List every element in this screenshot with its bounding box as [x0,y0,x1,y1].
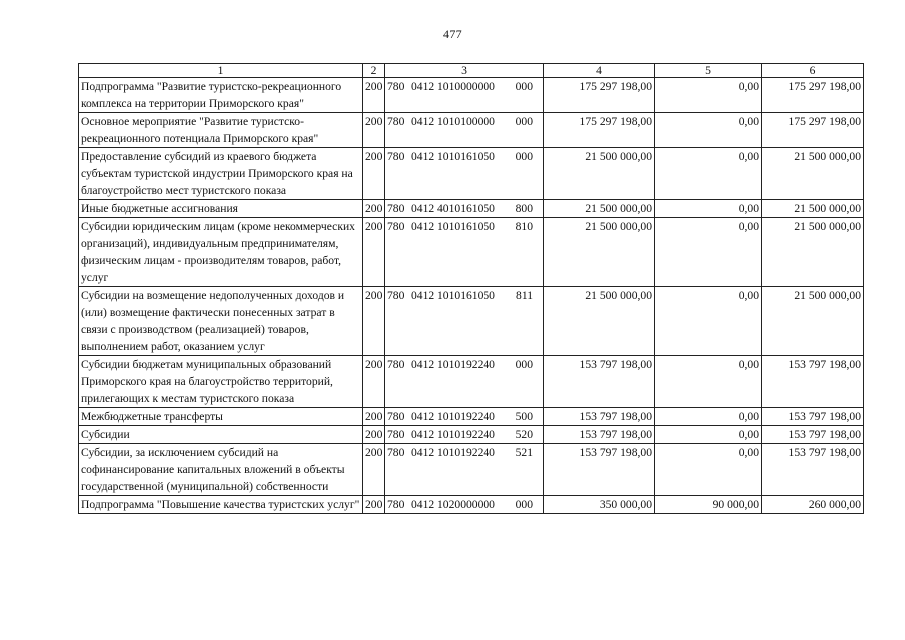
table-row [79,113,864,148]
code-section: 0412 [411,428,435,441]
row-col5: 90 000,00 [655,496,762,514]
code-type: 810 [515,220,533,233]
row-code [385,444,544,496]
row-col5: 0,00 [655,78,762,113]
header-col-1: 1 [79,64,363,78]
page-number: 477 [443,27,462,41]
row-col4: 175 297 198,00 [544,113,655,148]
row-grbs: 200 [363,148,385,200]
row-name: Подпрограмма "Повышение качества туристских услуг" [79,496,363,514]
code-section: 0412 [411,410,435,423]
row-col6: 153 797 198,00 [762,356,864,408]
row-code [385,218,544,287]
code-type: 000 [515,358,533,371]
code-target: 1010192240 [437,410,495,423]
row-name: Субсидии [79,426,363,444]
row-col4: 350 000,00 [544,496,655,514]
row-col6: 21 500 000,00 [762,287,864,356]
code-ved: 780 [387,80,405,93]
table-row [79,444,864,496]
code-type: 000 [515,498,533,511]
row-col6: 21 500 000,00 [762,148,864,200]
code-target: 1010192240 [437,358,495,371]
row-name: Межбюджетные трансферты [79,408,363,426]
code-target: 1010161050 [437,289,495,302]
row-code [385,78,544,113]
code-type: 521 [515,446,533,459]
code-type: 000 [515,150,533,163]
row-code [385,356,544,408]
code-target: 4010161050 [437,202,495,215]
row-grbs: 200 [363,113,385,148]
row-grbs: 200 [363,444,385,496]
row-name: Основное мероприятие "Развитие туристско-рекреационного потенциала Приморского края" [79,113,363,148]
code-type: 811 [516,289,533,302]
code-ved: 780 [387,498,405,511]
table-row [79,78,864,113]
row-col6: 153 797 198,00 [762,444,864,496]
row-col5: 0,00 [655,287,762,356]
table-row [79,287,864,356]
row-col4: 153 797 198,00 [544,408,655,426]
row-code [385,287,544,356]
row-grbs: 200 [363,287,385,356]
row-code [385,426,544,444]
code-target: 1010192240 [437,446,495,459]
row-col4: 153 797 198,00 [544,356,655,408]
row-col5: 0,00 [655,113,762,148]
header-col-3: 3 [385,64,544,78]
row-name: Субсидии на возмещение недополученных доходов и (или) возмещение фактически понесенных затрат в связи с производством (реализацией) товаров, выполнением работ, оказанием услуг [79,287,363,356]
code-type: 520 [515,428,533,441]
code-section: 0412 [411,446,435,459]
header-row [79,64,864,78]
row-code [385,113,544,148]
row-col5: 0,00 [655,218,762,287]
row-code [385,200,544,218]
row-grbs: 200 [363,78,385,113]
code-ved: 780 [387,220,405,233]
code-section: 0412 [411,115,435,128]
row-col4: 153 797 198,00 [544,444,655,496]
code-ved: 780 [387,115,405,128]
row-code [385,496,544,514]
table-row [79,218,864,287]
header-col-2: 2 [363,64,385,78]
code-target: 1010000000 [437,80,495,93]
code-ved: 780 [387,428,405,441]
row-col5: 0,00 [655,444,762,496]
code-type: 500 [515,410,533,423]
row-col6: 21 500 000,00 [762,218,864,287]
table-row [79,200,864,218]
table-row [79,356,864,408]
row-grbs: 200 [363,200,385,218]
row-col4: 21 500 000,00 [544,218,655,287]
code-type: 000 [515,80,533,93]
row-col6: 260 000,00 [762,496,864,514]
code-section: 0412 [411,80,435,93]
code-target: 1010192240 [437,428,495,441]
code-type: 800 [515,202,533,215]
budget-table [78,63,864,514]
code-section: 0412 [411,202,435,215]
row-name: Субсидии бюджетам муниципальных образований Приморского края на благоустройство территорий, прилегающих к местам туристского показа [79,356,363,408]
row-name: Предоставление субсидий из краевого бюджета субъектам туристской индустрии Приморского края на благоустройство мест туристского показа [79,148,363,200]
row-col4: 21 500 000,00 [544,148,655,200]
row-col4: 153 797 198,00 [544,426,655,444]
code-section: 0412 [411,220,435,233]
table-row [79,408,864,426]
code-section: 0412 [411,358,435,371]
table-row [79,426,864,444]
row-col6: 175 297 198,00 [762,113,864,148]
row-col6: 175 297 198,00 [762,78,864,113]
row-col5: 0,00 [655,200,762,218]
row-col5: 0,00 [655,356,762,408]
row-col4: 175 297 198,00 [544,78,655,113]
code-ved: 780 [387,150,405,163]
code-target: 1010100000 [437,115,495,128]
row-col6: 153 797 198,00 [762,408,864,426]
row-code [385,148,544,200]
code-target: 1020000000 [437,498,495,511]
row-col5: 0,00 [655,408,762,426]
code-section: 0412 [411,150,435,163]
row-name: Субсидии, за исключением субсидий на софинансирование капитальных вложений в объекты государственной (муниципальной) собственности [79,444,363,496]
row-grbs: 200 [363,426,385,444]
row-col5: 0,00 [655,426,762,444]
row-col4: 21 500 000,00 [544,200,655,218]
code-target: 1010161050 [437,150,495,163]
header-col-5: 5 [655,64,762,78]
row-grbs: 200 [363,496,385,514]
row-name: Подпрограмма "Развитие туристско-рекреационного комплекса на территории Приморского края" [79,78,363,113]
code-ved: 780 [387,410,405,423]
row-col4: 21 500 000,00 [544,287,655,356]
code-ved: 780 [387,202,405,215]
row-grbs: 200 [363,408,385,426]
row-grbs: 200 [363,356,385,408]
row-code [385,408,544,426]
row-col5: 0,00 [655,148,762,200]
row-name: Субсидии юридическим лицам (кроме некоммерческих организаций), индивидуальным предпринимателям, физическим лицам - производителям товаров, работ, услуг [79,218,363,287]
code-ved: 780 [387,358,405,371]
header-col-4: 4 [544,64,655,78]
table-row [79,148,864,200]
row-col6: 153 797 198,00 [762,426,864,444]
code-type: 000 [515,115,533,128]
row-col6: 21 500 000,00 [762,200,864,218]
code-target: 1010161050 [437,220,495,233]
header-col-6: 6 [762,64,864,78]
code-ved: 780 [387,289,405,302]
table-row [79,496,864,514]
row-grbs: 200 [363,218,385,287]
row-name: Иные бюджетные ассигнования [79,200,363,218]
code-section: 0412 [411,289,435,302]
code-section: 0412 [411,498,435,511]
code-ved: 780 [387,446,405,459]
